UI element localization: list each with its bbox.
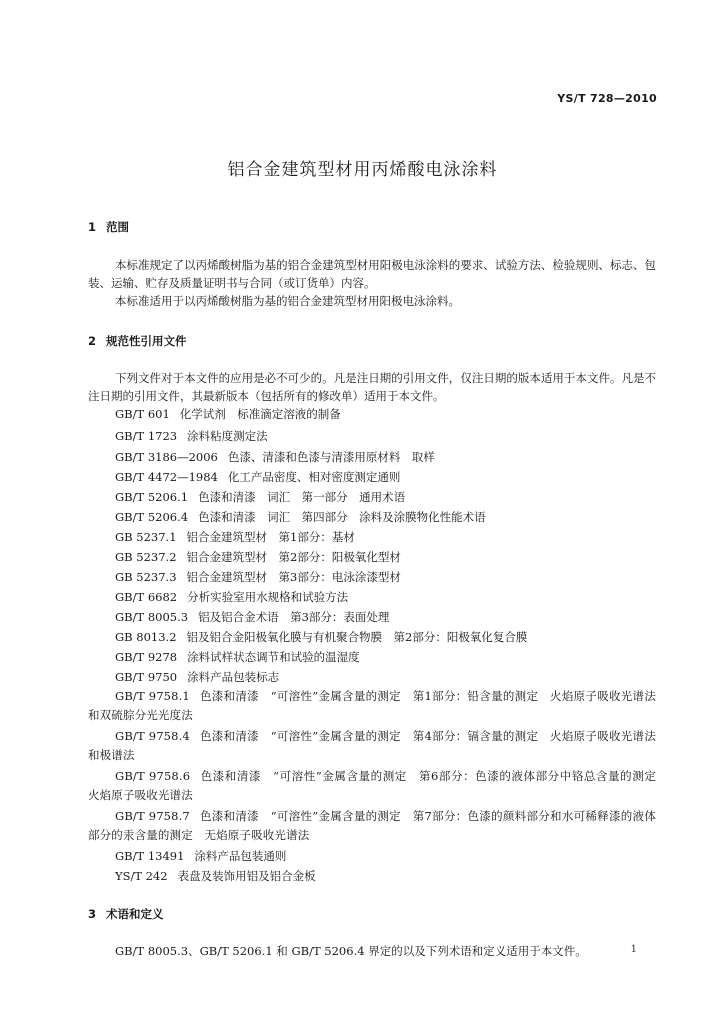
reference-title: 色漆和清漆 “可溶性”金属含量的测定 第6部分：色漆的液体部分中铬总含量的测定 火焰原子吸收光谱法 bbox=[88, 769, 668, 802]
section-title: 范围 bbox=[106, 220, 129, 234]
reference-title: 铝及铝合金术语 第3部分：表面处理 bbox=[198, 610, 390, 624]
reference-title: 化工产品密度、相对密度测定通则 bbox=[227, 470, 401, 484]
reference-item bbox=[115, 528, 355, 546]
section-heading-scope bbox=[88, 219, 129, 235]
reference-item bbox=[115, 668, 279, 686]
reference-item bbox=[115, 588, 348, 606]
scope-paragraph-2: 本标准适用于以丙烯酸树脂为基的铝合金建筑型材用阳极电泳涂料。 bbox=[115, 294, 460, 308]
reference-code: GB/T 4472—1984 bbox=[115, 470, 218, 484]
reference-item bbox=[115, 628, 527, 646]
reference-item bbox=[115, 847, 286, 865]
reference-code: GB/T 9758.4 bbox=[115, 729, 190, 743]
reference-code: GB/T 601 bbox=[115, 407, 170, 421]
section-number: 2 bbox=[88, 334, 97, 348]
reference-code: GB/T 5206.1 bbox=[115, 490, 189, 504]
reference-code: GB 5237.3 bbox=[115, 570, 177, 584]
reference-item bbox=[115, 508, 486, 526]
reference-title: 色漆和清漆 “可溶性”金属含量的测定 第4部分：镉含量的测定 火焰原子吸收光谱法和极谱法 bbox=[88, 729, 656, 762]
reference-code: GB/T 9278 bbox=[115, 650, 178, 664]
reference-code: GB 5237.2 bbox=[115, 550, 177, 564]
document-title: 铝合金建筑型材用丙烯酸电泳涂料 bbox=[227, 160, 498, 180]
reference-code: GB/T 3186—2006 bbox=[115, 450, 218, 464]
reference-item bbox=[88, 727, 656, 765]
reference-item bbox=[88, 687, 656, 725]
scope-paragraph-1: 本标准规定了以丙烯酸树脂为基的铝合金建筑型材用阳极电泳涂料的要求、试验方法、检验规则、标志、包装、运输、贮存及质量证明书与合同（或订货单）内容。 bbox=[88, 258, 656, 290]
reference-item bbox=[115, 427, 268, 445]
reference-title: 色漆和清漆 “可溶性”金属含量的测定 第7部分：色漆的颜料部分和水可稀释漆的液体部分的汞含量的测定 无焰原子吸收光谱法 bbox=[88, 809, 656, 842]
reference-item bbox=[115, 548, 401, 566]
terms-paragraph: GB/T 8005.3、GB/T 5206.1 和 GB/T 5206.4 界定的以及下列术语和定义适用于本文件。 bbox=[115, 944, 587, 958]
reference-item bbox=[88, 807, 656, 845]
reference-item bbox=[115, 405, 341, 423]
reference-code: GB 8013.2 bbox=[115, 630, 177, 644]
reference-code: GB/T 9758.6 bbox=[115, 769, 191, 783]
normative-intro-paragraph: 下列文件对于本文件的应用是必不可少的。凡是注日期的引用文件，仅注日期的版本适用于本文件。凡是不注日期的引用文件，其最新版本（包括所有的修改单）适用于本文件。 bbox=[88, 371, 656, 403]
section-number: 1 bbox=[88, 220, 97, 234]
reference-code: GB/T 1723 bbox=[115, 429, 178, 443]
reference-title: 涂料试样状态调节和试验的温湿度 bbox=[187, 650, 360, 664]
reference-item bbox=[115, 488, 405, 506]
standard-code: YS/T 728—2010 bbox=[557, 92, 657, 105]
reference-title: 涂料产品包装标志 bbox=[187, 670, 280, 684]
reference-code: GB/T 13491 bbox=[115, 849, 185, 863]
reference-item bbox=[88, 767, 668, 805]
reference-item bbox=[115, 608, 389, 626]
reference-title: 涂料粘度测定法 bbox=[187, 429, 268, 443]
reference-title: 涂料产品包装通则 bbox=[194, 849, 287, 863]
reference-item bbox=[115, 648, 360, 666]
reference-code: GB/T 6682 bbox=[115, 590, 178, 604]
reference-code: GB/T 9750 bbox=[115, 670, 178, 684]
reference-item bbox=[115, 568, 401, 586]
reference-item bbox=[115, 867, 316, 885]
reference-title: 铝合金建筑型材 第2部分：阳极氧化型材 bbox=[186, 550, 401, 564]
reference-title: 铝合金建筑型材 第1部分：基材 bbox=[186, 530, 355, 544]
page-number: 1 bbox=[630, 944, 637, 955]
reference-code: GB/T 5206.4 bbox=[115, 510, 189, 524]
reference-code: YS/T 242 bbox=[115, 869, 168, 883]
section-title: 术语和定义 bbox=[106, 907, 164, 921]
reference-title: 铝合金建筑型材 第3部分：电泳涂漆型材 bbox=[186, 570, 401, 584]
reference-title: 化学试剂 标准滴定溶液的制备 bbox=[179, 407, 341, 421]
reference-title: 色漆和清漆 “可溶性”金属含量的测定 第1部分：铅含量的测定 火焰原子吸收光谱法和双硫腙分光光度法 bbox=[88, 689, 656, 722]
reference-code: GB/T 9758.7 bbox=[115, 809, 190, 823]
reference-code: GB/T 8005.3 bbox=[115, 610, 189, 624]
reference-title: 色漆、清漆和色漆与清漆用原材料 取样 bbox=[227, 450, 435, 464]
reference-title: 表盘及装饰用铝及铝合金板 bbox=[177, 869, 316, 883]
reference-item bbox=[115, 448, 435, 466]
reference-title: 分析实验室用水规格和试验方法 bbox=[187, 590, 349, 604]
section-heading-terms-and-definitions bbox=[88, 906, 164, 922]
reference-code: GB/T 9758.1 bbox=[115, 689, 190, 703]
reference-title: 铝及铝合金阳极氧化膜与有机聚合物膜 第2部分：阳极氧化复合膜 bbox=[186, 630, 528, 644]
reference-item bbox=[115, 468, 400, 486]
section-number: 3 bbox=[88, 907, 97, 921]
reference-code: GB 5237.1 bbox=[115, 530, 177, 544]
section-heading-normative-references bbox=[88, 333, 187, 349]
reference-title: 色漆和清漆 词汇 第一部分 通用术语 bbox=[198, 490, 406, 504]
section-title: 规范性引用文件 bbox=[106, 334, 187, 348]
reference-title: 色漆和清漆 词汇 第四部分 涂料及涂膜物化性能术语 bbox=[198, 510, 486, 524]
